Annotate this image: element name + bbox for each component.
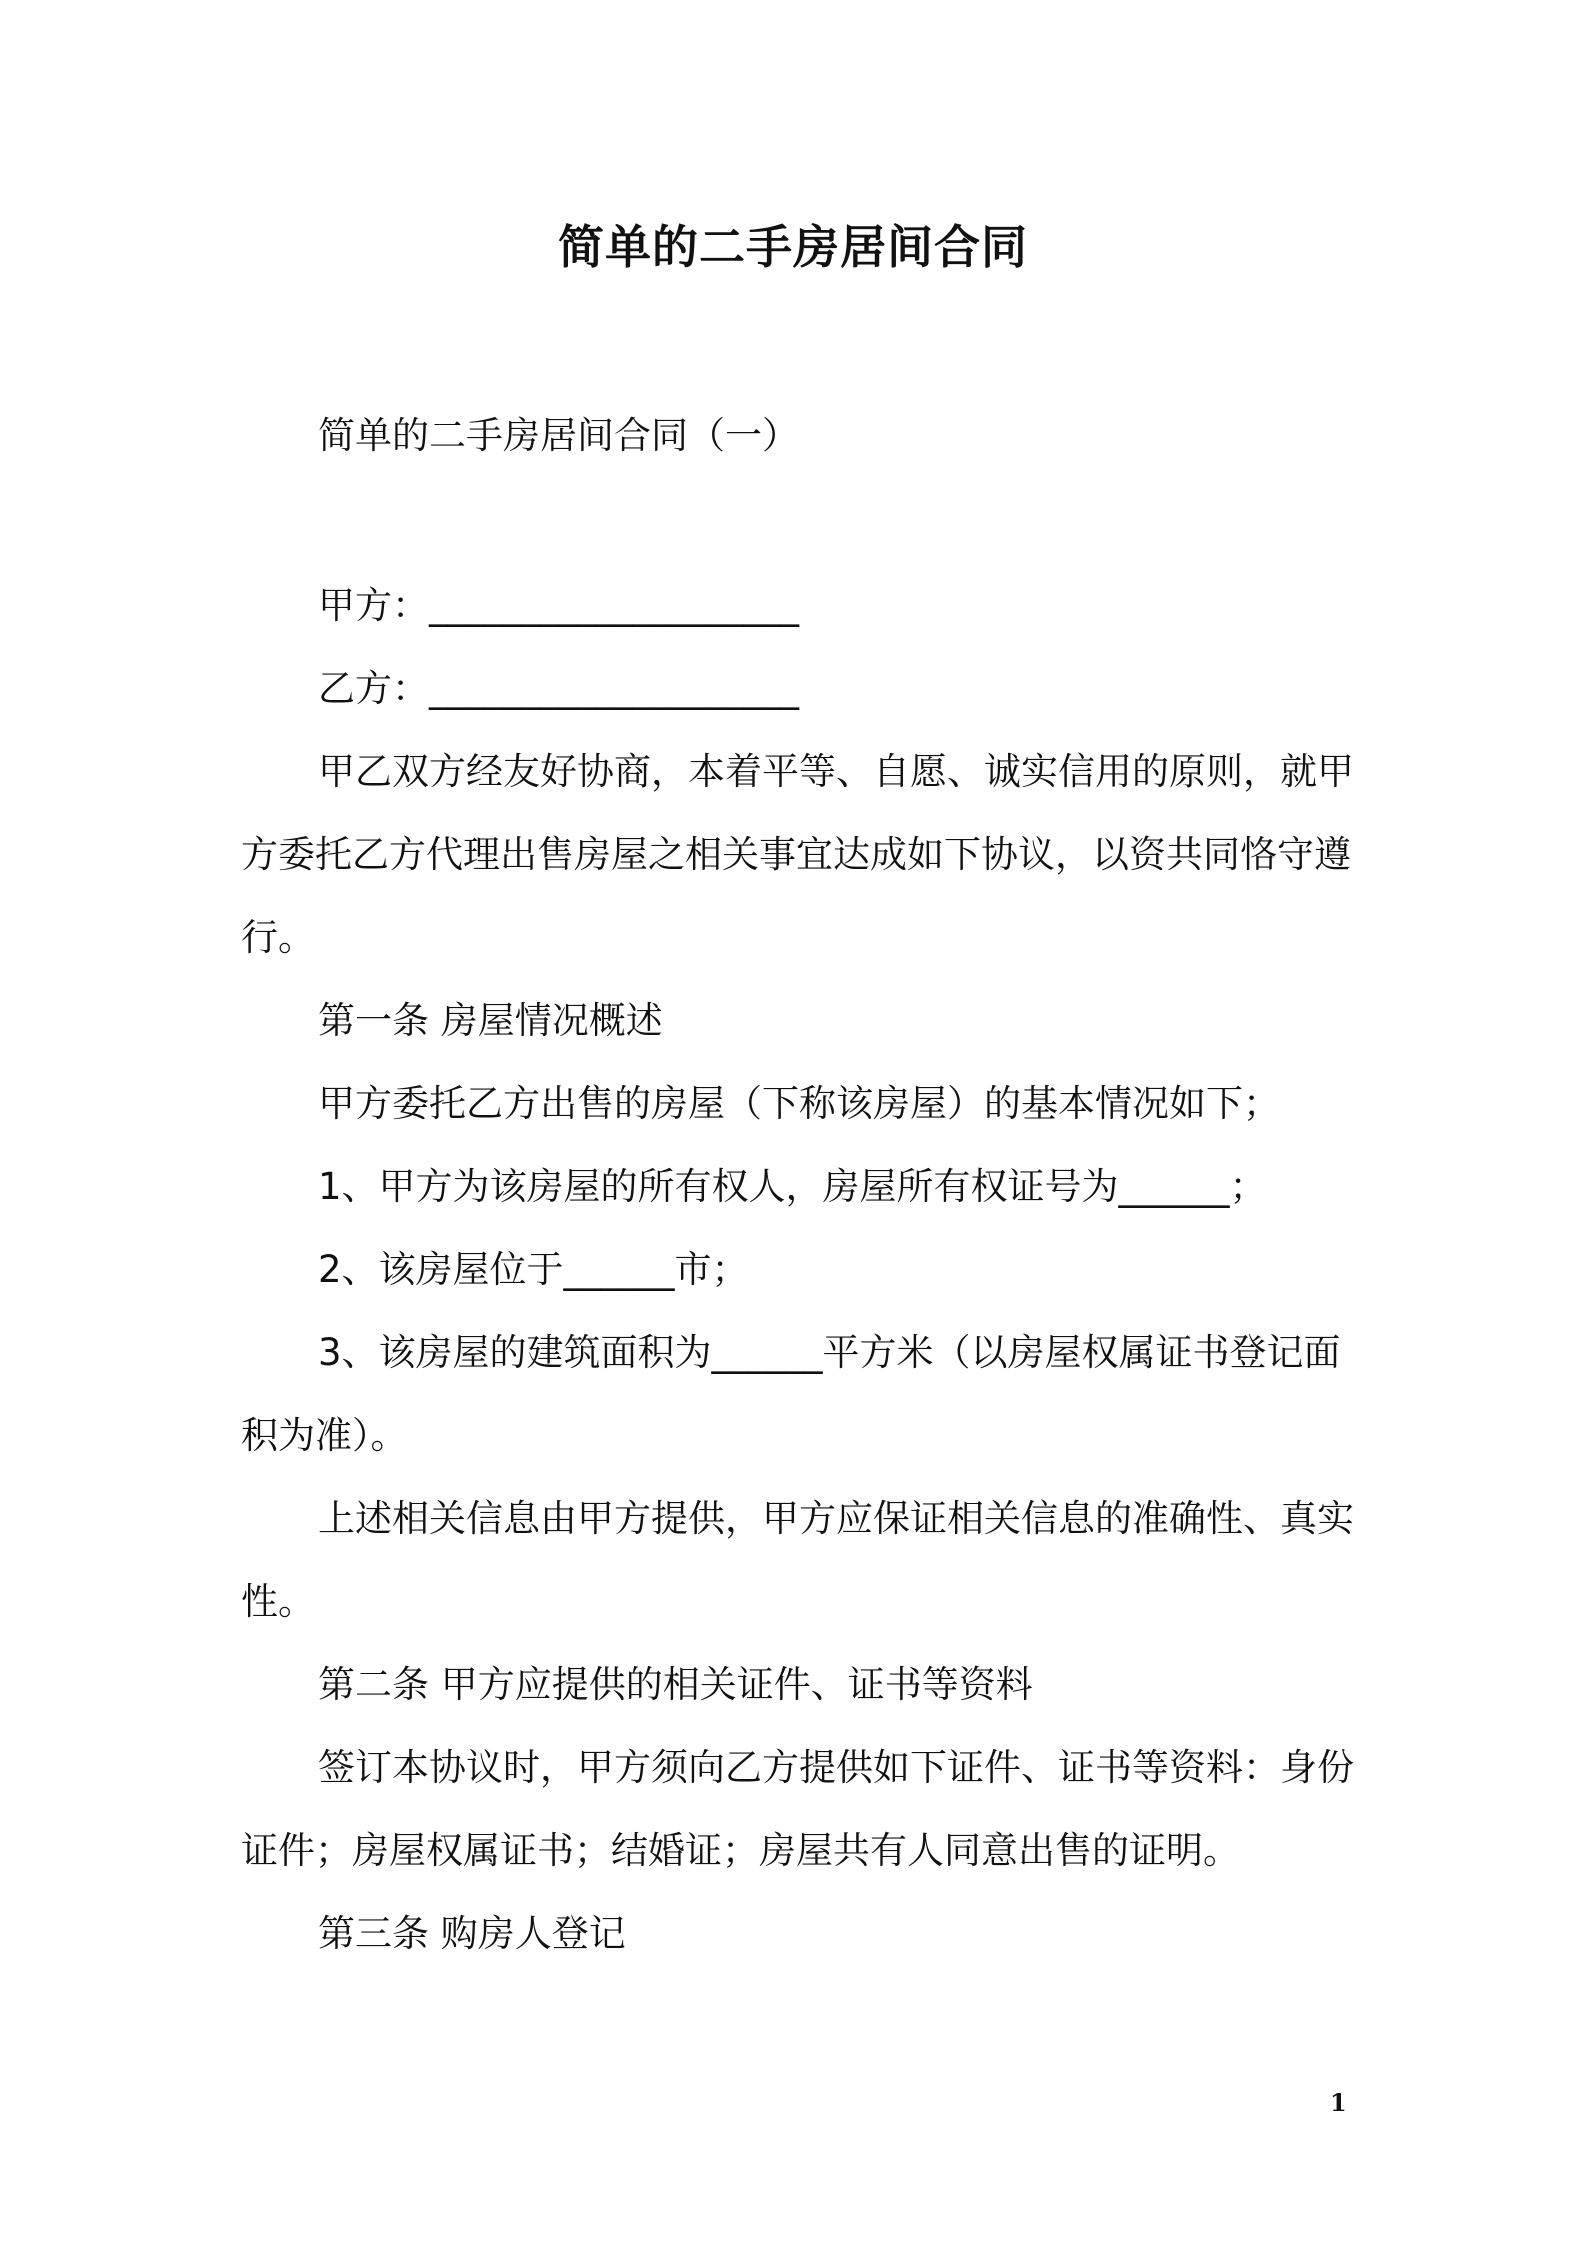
section-heading: 第二条 甲方应提供的相关证件、证书等资料 (318, 1663, 1033, 1706)
subtitle-line: 简单的二手房居间合同（一） (318, 414, 799, 457)
party-b-line: 乙方：____________________ (318, 667, 799, 710)
paragraph-line: 积为准）。 (241, 1414, 408, 1457)
list-item: 3、该房屋的建筑面积为______平方米（以房屋权属证书登记面 (318, 1331, 1341, 1374)
paragraph-line: 方委托乙方代理出售房屋之相关事宜达成如下协议，以资共同恪守遵 (241, 833, 1351, 876)
paragraph-line: 证件；房屋权属证书；结婚证；房屋共有人同意出售的证明。 (241, 1829, 1240, 1872)
document-title: 简单的二手房居间合同 (558, 220, 1028, 274)
section-heading: 第三条 购房人登记 (318, 1912, 626, 1955)
paragraph-line: 行。 (241, 916, 315, 959)
party-a-line: 甲方：____________________ (318, 584, 799, 627)
paragraph-line: 甲方委托乙方出售的房屋（下称该房屋）的基本情况如下； (318, 1082, 1280, 1125)
paragraph-line: 上述相关信息由甲方提供，甲方应保证相关信息的准确性、真实 (318, 1497, 1354, 1540)
page-number: 1 (1330, 2088, 1347, 2117)
section-heading: 第一条 房屋情况概述 (318, 999, 663, 1042)
list-item: 2、该房屋位于______市； (318, 1248, 749, 1291)
paragraph-line: 性。 (241, 1580, 315, 1623)
list-item: 1、甲方为该房屋的所有权人，房屋所有权证号为______； (318, 1165, 1267, 1208)
paragraph-line: 签订本协议时，甲方须向乙方提供如下证件、证书等资料：身份 (318, 1746, 1354, 1789)
paragraph-line: 甲乙双方经友好协商，本着平等、自愿、诚实信用的原则，就甲 (318, 750, 1354, 793)
